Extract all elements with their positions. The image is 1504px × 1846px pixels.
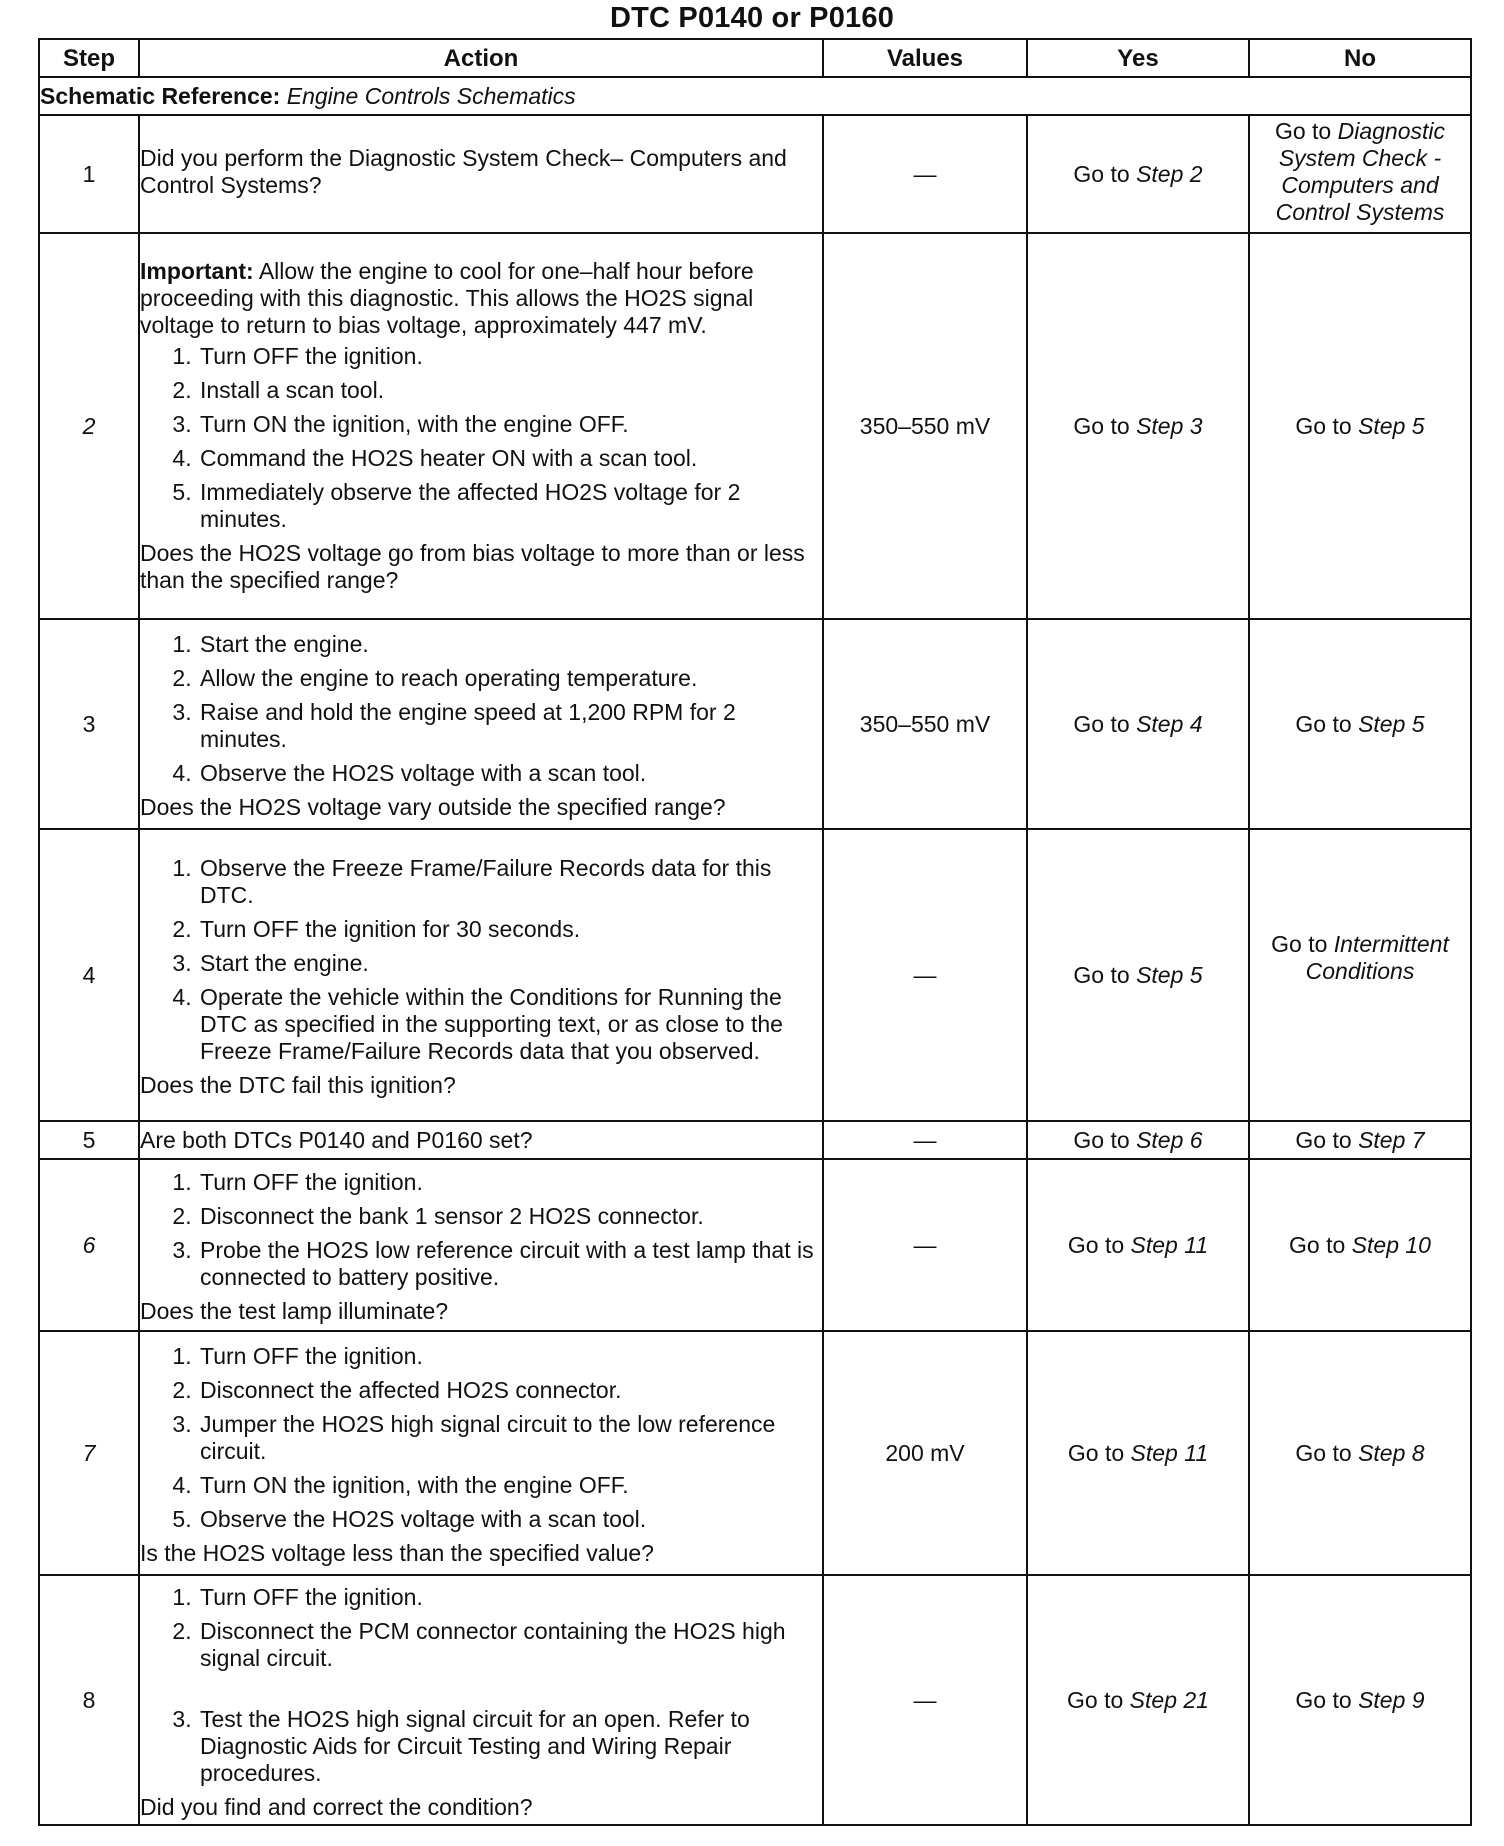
list-item: 2. Disconnect the affected HO2S connector. <box>198 1377 822 1404</box>
table-row <box>39 619 1471 829</box>
procedure-list <box>140 631 822 787</box>
values-cell: — <box>823 1575 1027 1825</box>
procedure-list <box>140 343 822 533</box>
goto-prefix: Go to <box>1289 1231 1352 1258</box>
question-text: Does the HO2S voltage go from bias voltage to more than or less than the specified range? <box>140 540 805 593</box>
list-item: 1. Turn OFF the ignition. <box>198 1169 822 1196</box>
list-item: 3. Raise and hold the engine speed at 1,200 RPM for 2 minutes. <box>198 699 822 753</box>
question-text: Did you find and correct the condition? <box>140 1793 533 1820</box>
procedure-list <box>140 1169 822 1291</box>
values-cell: — <box>823 1159 1027 1331</box>
action-cell <box>139 1121 823 1159</box>
table-row <box>39 1331 1471 1575</box>
document-title: DTC P0140 or P0160 <box>609 2 895 34</box>
goto-target-link[interactable]: Step 6 <box>1136 1126 1203 1153</box>
table-row <box>39 233 1471 619</box>
procedure-list <box>140 1343 822 1533</box>
goto-prefix: Go to <box>1295 710 1359 737</box>
action-important <box>140 258 822 339</box>
header-values: Values <box>823 39 1027 77</box>
table-row <box>39 1159 1471 1331</box>
goto-target-link[interactable]: Diagnostic System Check - Computers and Control Systems <box>1275 118 1446 225</box>
no-cell[interactable] <box>1249 233 1471 619</box>
step-number: 3 <box>39 619 139 829</box>
list-item: 4. Operate the vehicle within the Conditions for Running the DTC as specified in the supporting text, or as close to the Freeze Frame/Failure Records data that you observed. <box>198 984 822 1065</box>
schematic-reference-link[interactable]: Engine Controls Schematics <box>286 82 576 109</box>
list-item: 2. Disconnect the bank 1 sensor 2 HO2S connector. <box>198 1203 822 1230</box>
goto-target-link[interactable]: Step 5 <box>1358 412 1425 439</box>
list-item: 1. Turn OFF the ignition. <box>198 1584 822 1611</box>
goto-target-link[interactable]: Intermittent Conditions <box>1305 931 1449 984</box>
goto-target-link[interactable]: Step 11 <box>1130 1231 1209 1258</box>
goto-target-link[interactable]: Step 5 <box>1358 710 1425 737</box>
list-item: 3. Start the engine. <box>198 950 822 977</box>
goto-prefix: Go to <box>1295 1439 1359 1466</box>
yes-cell[interactable] <box>1027 619 1249 829</box>
list-item: 2. Disconnect the PCM connector containing the HO2S high signal circuit. <box>198 1618 822 1672</box>
list-item: 4. Command the HO2S heater ON with a scan tool. <box>198 445 822 472</box>
list-item: 4. Observe the HO2S voltage with a scan tool. <box>198 760 822 787</box>
values-cell: — <box>823 115 1027 233</box>
list-item: 1. Turn OFF the ignition. <box>198 1343 822 1370</box>
list-item: 5. Observe the HO2S voltage with a scan tool. <box>198 1506 822 1533</box>
no-cell[interactable] <box>1249 619 1471 829</box>
table-row <box>39 829 1471 1121</box>
values-cell: 350–550 mV <box>823 233 1027 619</box>
schematic-reference <box>39 77 1471 115</box>
values-cell: 350–550 mV <box>823 619 1027 829</box>
goto-prefix: Go to <box>1295 1686 1359 1713</box>
yes-cell[interactable] <box>1027 1575 1249 1825</box>
values-cell: 200 mV <box>823 1331 1027 1575</box>
action-cell <box>139 619 823 829</box>
yes-cell[interactable] <box>1027 829 1249 1121</box>
goto-target-link[interactable]: Step 7 <box>1358 1126 1425 1153</box>
header-row <box>39 39 1471 77</box>
no-cell[interactable] <box>1249 1331 1471 1575</box>
action-cell <box>139 1575 823 1825</box>
goto-prefix: Go to <box>1067 1439 1131 1466</box>
step-number: 2 <box>39 233 139 619</box>
yes-cell[interactable] <box>1027 1159 1249 1331</box>
goto-prefix: Go to <box>1073 412 1137 439</box>
goto-target-link[interactable]: Step 2 <box>1136 160 1203 187</box>
action-cell <box>139 233 823 619</box>
step-number: 1 <box>39 115 139 233</box>
procedure-list <box>140 855 822 1065</box>
yes-cell[interactable] <box>1027 115 1249 233</box>
goto-target-link[interactable]: Step 4 <box>1136 710 1203 737</box>
diagnostic-table <box>38 38 1472 1826</box>
values-cell: — <box>823 1121 1027 1159</box>
question-text: Does the HO2S voltage vary outside the specified range? <box>140 794 726 820</box>
header-no: No <box>1249 39 1471 77</box>
no-cell[interactable] <box>1249 1575 1471 1825</box>
step-number: 6 <box>39 1159 139 1331</box>
list-item: 3. Test the HO2S high signal circuit for an open. Refer to Diagnostic Aids for Circuit Testing and Wiring Repair procedures. <box>198 1706 822 1787</box>
step-number: 8 <box>39 1575 139 1825</box>
table-row <box>39 1575 1471 1825</box>
goto-target-link[interactable]: Step 3 <box>1136 412 1203 439</box>
goto-prefix: Go to <box>1067 1686 1130 1713</box>
goto-target-link[interactable]: Step 8 <box>1358 1439 1425 1466</box>
goto-prefix: Go to <box>1067 1231 1131 1258</box>
goto-prefix: Go to <box>1073 961 1137 988</box>
goto-target-link[interactable]: Step 11 <box>1130 1439 1209 1466</box>
important-text: Allow the engine to cool for one–half hour before proceeding with this diagnostic. This allows the HO2S signal voltage to return to bias voltage, approximately 447 mV. <box>140 258 754 338</box>
question-text: Is the HO2S voltage less than the specified value? <box>140 1540 654 1566</box>
action-text: Did you perform the Diagnostic System Check– Computers and Control Systems? <box>140 145 787 198</box>
step-number: 4 <box>39 829 139 1121</box>
list-item: 1. Observe the Freeze Frame/Failure Records data for this DTC. <box>198 855 822 909</box>
goto-target-link[interactable]: Step 21 <box>1129 1686 1209 1713</box>
goto-target-link[interactable]: Step 9 <box>1358 1686 1425 1713</box>
no-cell[interactable] <box>1249 1121 1471 1159</box>
list-item: 3. Turn ON the ignition, with the engine OFF. <box>198 411 822 438</box>
yes-cell[interactable] <box>1027 1121 1249 1159</box>
action-cell <box>139 1331 823 1575</box>
goto-prefix: Go to <box>1274 118 1338 144</box>
question-text: Does the test lamp illuminate? <box>140 1298 449 1324</box>
list-item: 2. Turn OFF the ignition for 30 seconds. <box>198 916 822 943</box>
goto-prefix: Go to <box>1073 160 1137 187</box>
goto-target-link[interactable]: Step 5 <box>1136 961 1203 988</box>
list-item: 5. Immediately observe the affected HO2S voltage for 2 minutes. <box>198 479 822 533</box>
schematic-reference-row <box>39 77 1471 115</box>
values-cell: — <box>823 829 1027 1121</box>
header-yes: Yes <box>1027 39 1249 77</box>
list-item: 1. Start the engine. <box>198 631 822 658</box>
goto-prefix: Go to <box>1295 412 1359 439</box>
procedure-list <box>140 1584 822 1787</box>
goto-prefix: Go to <box>1073 710 1137 737</box>
header-step: Step <box>39 39 139 77</box>
goto-target-link[interactable]: Step 10 <box>1351 1231 1431 1258</box>
yes-cell[interactable] <box>1027 1331 1249 1575</box>
goto-prefix: Go to <box>1073 1126 1137 1153</box>
action-cell <box>139 829 823 1121</box>
no-cell[interactable] <box>1249 1159 1471 1331</box>
list-item: 4. Turn ON the ignition, with the engine OFF. <box>198 1472 822 1499</box>
step-number: 5 <box>39 1121 139 1159</box>
list-item: 1. Turn OFF the ignition. <box>198 343 822 370</box>
goto-prefix: Go to <box>1295 1126 1359 1153</box>
yes-cell[interactable] <box>1027 233 1249 619</box>
table-row <box>39 1121 1471 1159</box>
list-item: 2. Allow the engine to reach operating temperature. <box>198 665 822 692</box>
question-text: Does the DTC fail this ignition? <box>140 1072 456 1098</box>
important-label: Important: <box>140 258 254 284</box>
no-cell[interactable] <box>1249 829 1471 1121</box>
question-text: Are both DTCs P0140 and P0160 set? <box>140 1126 533 1153</box>
action-cell <box>139 1159 823 1331</box>
no-cell[interactable] <box>1249 115 1471 233</box>
schematic-reference-label: Schematic Reference: <box>40 82 281 109</box>
list-item: 3. Probe the HO2S low reference circuit with a test lamp that is connected to battery positive. <box>198 1237 822 1291</box>
table-row <box>39 115 1471 233</box>
step-number: 7 <box>39 1331 139 1575</box>
list-item: 2. Install a scan tool. <box>198 377 822 404</box>
action-cell <box>139 115 823 233</box>
header-action: Action <box>139 39 823 77</box>
list-item: 3. Jumper the HO2S high signal circuit to the low reference circuit. <box>198 1411 822 1465</box>
goto-prefix: Go to <box>1271 931 1334 957</box>
